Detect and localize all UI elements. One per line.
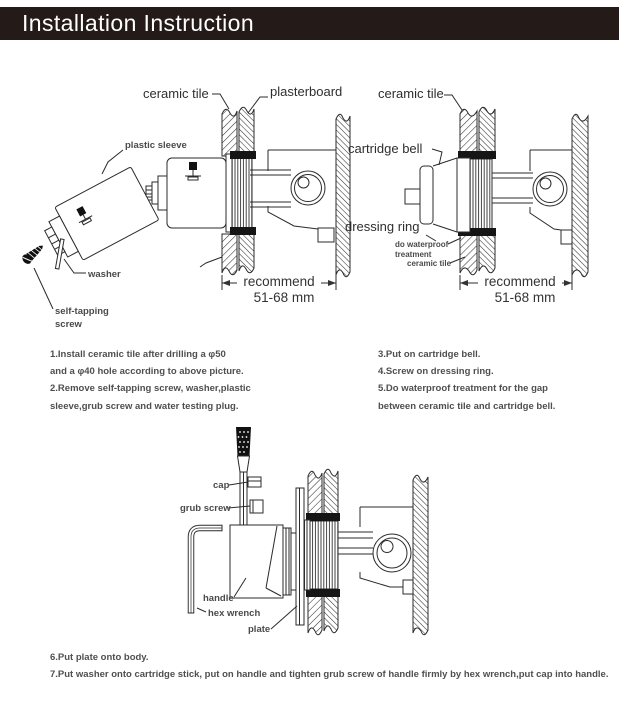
plasterboard-label: plasterboard (270, 84, 343, 99)
self-tapping-screw-label-line2: screw (55, 319, 82, 330)
valve-rear-assembly (492, 150, 572, 244)
cartridge-bell-label: cartridge bell (348, 141, 423, 156)
recommend-label: recommend (484, 274, 556, 289)
plate-label: plate (248, 624, 271, 635)
step-line: 4.Screw on dressing ring. (378, 366, 494, 378)
plastic-sleeve-label: plastic sleeve (125, 140, 187, 151)
dimension-value: 51-68 mm (253, 290, 315, 305)
steps-right-column (378, 346, 555, 415)
plastic-sleeve (37, 167, 159, 270)
back-wall (572, 114, 588, 277)
diagram-wall-install (18, 78, 363, 340)
plate (296, 488, 304, 625)
grub-screw-label: grub screw (180, 503, 231, 514)
grub-screw (250, 500, 263, 513)
back-wall (413, 475, 428, 635)
washer-label: washer (88, 269, 121, 280)
self-tapping-screw-label-line1: self-tapping (55, 306, 109, 317)
waterproof-label-line1: do waterproof (395, 240, 449, 249)
valve-through-wall (302, 513, 340, 597)
dimension-recommend (460, 274, 572, 305)
ceramic-tile-small-label: ceramic tile (407, 259, 452, 268)
diagram-cartridge-bell (340, 78, 595, 340)
cap (248, 477, 261, 487)
steps-left-column (50, 346, 251, 415)
step-line: 7.Put washer onto cartridge stick, put on handle and tighten grub screw of handle firmly by hex wrench,put cap into handle. (50, 669, 609, 681)
page-title: Installation Instruction (22, 10, 255, 36)
diagram-handle-install (160, 420, 450, 660)
cap-label: cap (213, 480, 230, 491)
step-line: 1.Install ceramic tile after drilling a φ50 (50, 349, 226, 360)
step-line: 6.Put plate onto body. (50, 652, 149, 663)
dressing-ring-label: dressing ring (345, 219, 420, 234)
valve-body (146, 151, 256, 235)
ceramic-tile-label: ceramic tile (378, 86, 444, 101)
dimension-recommend (222, 274, 336, 305)
self-tapping-screw (20, 242, 46, 266)
title-bar (0, 7, 619, 40)
step-line: between ceramic tile and cartridge bell. (378, 400, 556, 412)
diagram2-labels (345, 86, 465, 268)
valve-rear-assembly (338, 507, 413, 594)
dimension-value: 51-68 mm (494, 290, 556, 305)
step-line: 3.Put on cartridge bell. (378, 349, 481, 360)
step-line: and a φ40 hole according to above picture. (50, 366, 244, 378)
step-line: 2.Remove self-tapping screw, washer,plastic (50, 383, 251, 395)
cartridge-stick (236, 427, 251, 525)
handle-label: handle (203, 593, 234, 604)
waterproof-label-line2: treatment (395, 250, 432, 259)
hex-wrench-label: hex wrench (208, 608, 261, 619)
recommend-label: recommend (243, 274, 315, 289)
steps-bottom (50, 649, 608, 683)
step-line: 5.Do waterproof treatment for the gap (378, 383, 548, 395)
step-line: sleeve,grub screw and water testing plug. (50, 400, 239, 412)
ceramic-tile-label: ceramic tile (143, 86, 209, 101)
